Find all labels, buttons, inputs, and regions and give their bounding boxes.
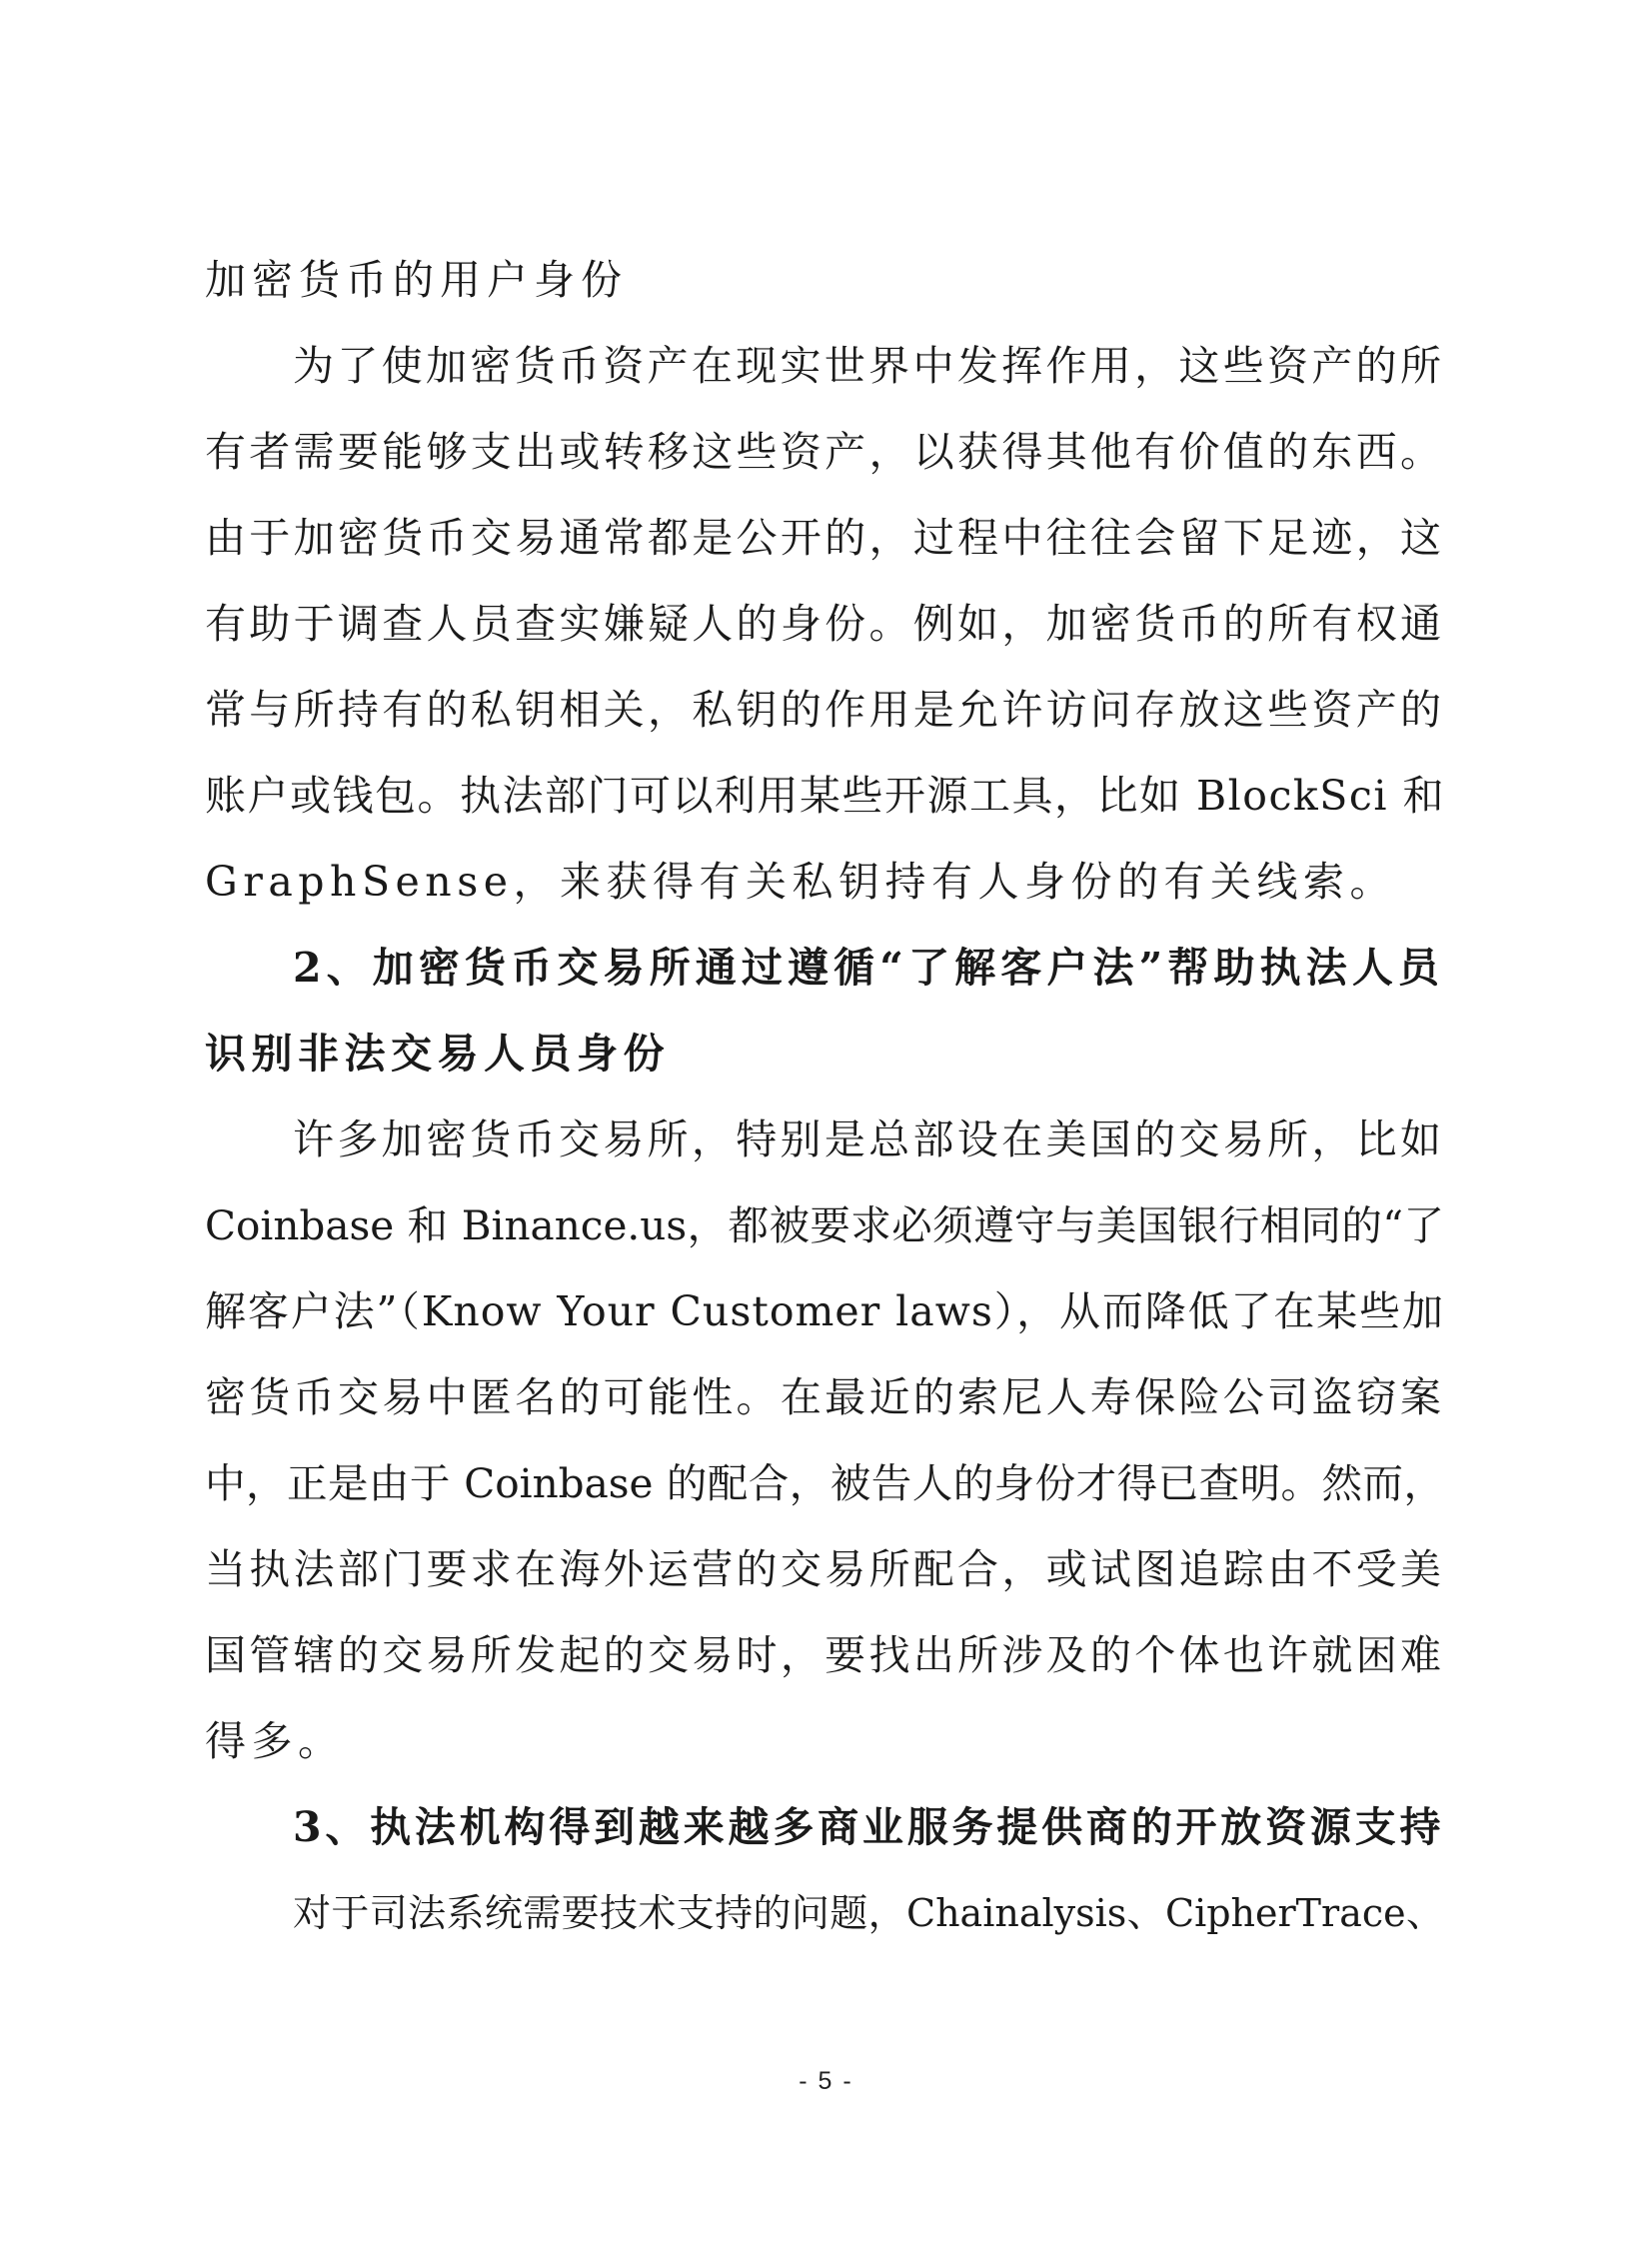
- heading-2-line-2: 识别非法交易人员身份: [205, 1030, 670, 1078]
- paragraph-1-line-5: 常与所持有的私钥相关，私钥的作用是允许访问存放这些资产的: [205, 686, 1444, 734]
- paragraph-2-line-3: 解客户法”（Know Your Customer laws），从而降低了在某些加: [205, 1287, 1444, 1335]
- section-heading: 加密货币的用户身份: [205, 256, 628, 304]
- paragraph-1-line-2: 有者需要能够支出或转移这些资产，以获得其他有价值的东西。: [205, 428, 1444, 476]
- paragraph-2-line-6: 当执法部门要求在海外运营的交易所配合，或试图追踪由不受美: [205, 1545, 1444, 1593]
- paragraph-2-line-1: 许多加密货币交易所，特别是总部设在美国的交易所，比如: [293, 1116, 1444, 1163]
- page-number: - 5 -: [799, 2067, 853, 2095]
- paragraph-2-line-8: 得多。: [205, 1717, 345, 1765]
- paragraph-2-line-5: 中，正是由于 Coinbase 的配合，被告人的身份才得已查明。然而，: [205, 1459, 1444, 1507]
- paragraph-1-line-4: 有助于调查人员查实嫌疑人的身份。例如，加密货币的所有权通: [205, 600, 1444, 648]
- paragraph-1-line-1: 为了使加密货币资产在现实世界中发挥作用，这些资产的所: [293, 342, 1444, 390]
- paragraph-1-line-7: GraphSense，来获得有关私钥持有人身份的有关线索。: [205, 858, 1397, 906]
- heading-2-line-1: 2、加密货币交易所通过遵循“了解客户法”帮助执法人员: [293, 944, 1444, 992]
- paragraph-2-line-2: Coinbase 和 Binance.us，都被要求必须遵守与美国银行相同的“了: [205, 1201, 1444, 1249]
- paragraph-3-line-1: 对于司法系统需要技术支持的问题，Chainalysis、CipherTrace、: [293, 1891, 1444, 1935]
- paragraph-2-line-4: 密货币交易中匿名的可能性。在最近的索尼人寿保险公司盗窃案: [205, 1373, 1444, 1421]
- heading-3: 3、执法机构得到越来越多商业服务提供商的开放资源支持: [293, 1803, 1444, 1851]
- paragraph-1-line-6: 账户或钱包。执法部门可以利用某些开源工具，比如 BlockSci 和: [205, 772, 1445, 820]
- paragraph-2-line-7: 国管辖的交易所发起的交易时，要找出所涉及的个体也许就困难: [205, 1631, 1444, 1679]
- paragraph-1-line-3: 由于加密货币交易通常都是公开的，过程中往往会留下足迹，这: [205, 514, 1444, 562]
